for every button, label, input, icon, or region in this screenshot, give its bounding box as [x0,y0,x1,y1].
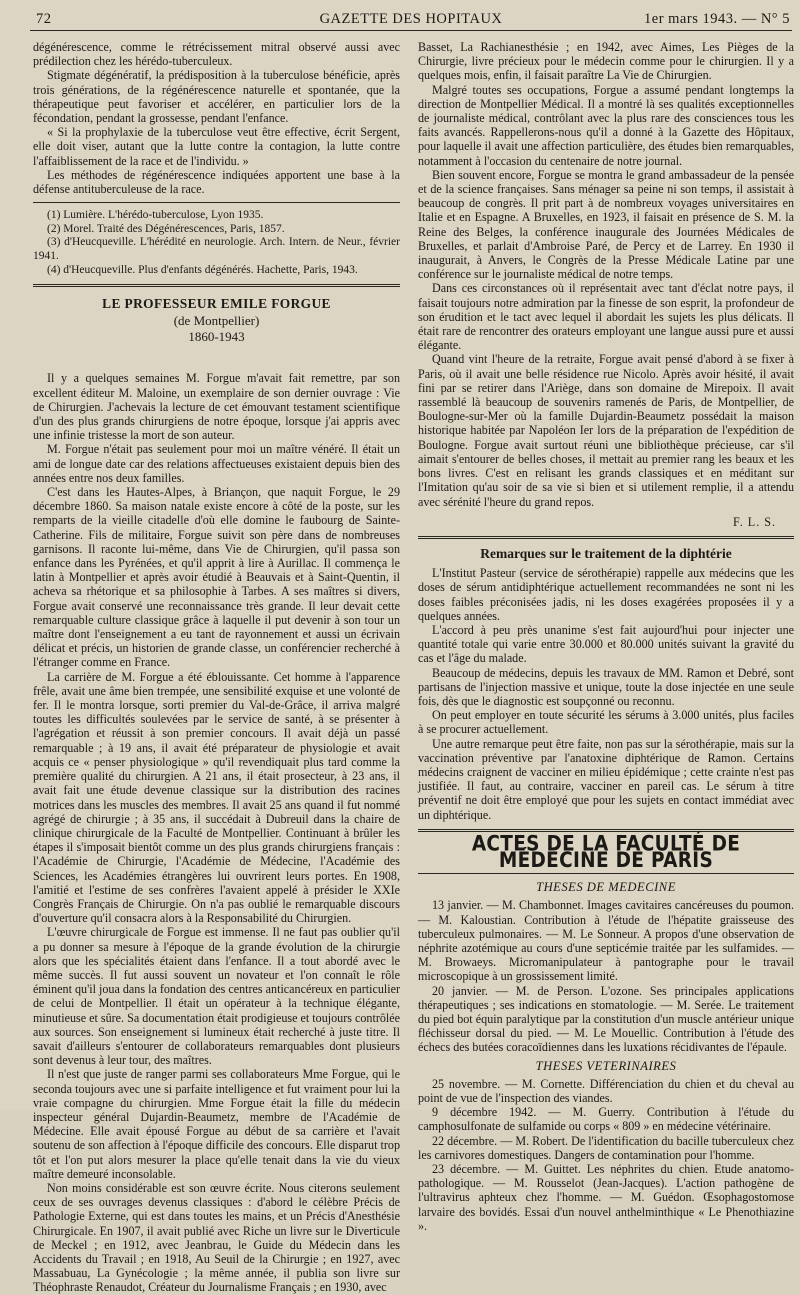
thesis-entry: 23 décembre. — M. Guittet. Les néphrites du chien. Etude anatomo-pathologique. — M. Rousselot (Jean-Jacques). L'action pathogène de l'ultravirus aphteux chez l'homme. — M. Guédon. Œsophagostomose larvaire des bovidés. Essai d'un nouvel anthelminthique « Le Phenothiazine ». [418,1162,794,1233]
paragraph: Non moins considérable est son œuvre écrite. Nous citerons seulement ceux de ses ouvrages devenus classiques : d'abord le célèbre Précis de Pathologie Externe, qui est dans toutes les mains, et un Précis d'Anesthésie Chirurgicale. En 1907, il avait publié avec Riche un livre sur le Diverticule de Meckel ; en 1912, avec Jeanbrau, le Guide du Médecin dans les Accidents du Travail ; en 1918, Au Seuil de la Chirurgie ; en 1927, avec Massabuau, La Gynécologie ; la même année, il publia son livre sur Théophraste Renaudot, Créateur du Journalisme Français ; en 1930, avec [33,1180,400,1295]
reference-item: (4) d'Heucqueville. Plus d'enfants dégénérés. Hachette, Paris, 1943. [47,263,358,276]
thesis-entry: 20 janvier. — M. de Person. L'ozone. Ses principales applications thérapeutiques ; ses indications en stomatologie. — M. Serée. Le traitement du pied bot équin paralytique par la constitution d'un muscle antérieur unique fléchisseur dorsal du pied. — M. Le Mouellic. Contribution à l'étude des échecs des butées coracoïdiennes dans les luxations récidivantes de l'épaule. [418,983,794,1055]
paragraph: Une autre remarque peut être faite, non pas sur la sérothérapie, mais sur la vaccination préventive par l'anatoxine diphtérique de Ramon. Certains médecins craignent de vacciner en milieu épidémique ; cette crainte n'est pas justifiée. Il faut, au contraire, vacciner en pareil cas. Le sérum à titre préventif ne doit être employé que pour les sujets en contact immédiat avec un diphtérique. [418,736,794,822]
thesis-entry: 9 décembre 1942. — M. Guerry. Contribution à l'étude du camphosulfonate de sulfamide ou corps « 809 » en médecine vétérinaire. [418,1105,794,1134]
paragraph: L'œuvre chirurgicale de Forgue est immense. Il ne faut pas oublier qu'il a pu donner sa mesure à l'époque de la grande évolution de la chirurgie alors que les spécialités étaient dans l'enfance. Il a tout abordé avec le même succès. Il fut aussi souvent un novateur et l'on connaît le rôle éminent qu'il joua dans la fondation des centres anticancéreux en particulier de celui de Montpellier. Il était un opérateur à la technique élégante, minutieuse et sûre. Sa documentation était prodigieuse et toujours contrôlée aux sources. Son enseignement si lumineux était recherché à juste titre. Il savait d'ailleurs s'entourer de collaborateurs remarquables dont plusieurs sont devenus à leur tour, des maîtres. [33,925,400,1068]
article-years: 1860-1943 [188,329,245,345]
paragraph: Bien souvent encore, Forgue se montra le grand ambassadeur de la pensée et de la science françaises. Sans ménager sa peine ni son temps, il assistait à beaucoup de congrès. Il prit part à de nombreux voyages universitaires en Italie et en Espagne. A Bruxelles, en 1923, il faisait en présence de S. M. la Reine des Belges, la conférence inaugurale des Journées Médicales de Bruxelles, et parlait d'Ambroise Paré, de Percy et de Larrey. En 1930 il inaugurait, à Anvers, le Congrès de la Presse Médicale Latine par une conférence sur le journaliste médical de notre temps. [418,167,794,282]
veterinary-theses-title: THESES VETERINAIRES [535,1058,677,1073]
reference-item: (3) d'Heucqueville. L'hérédité en neurologie. Arch. Intern. de Neur., février 1941. [33,236,400,263]
paragraph: C'est dans les Hautes-Alpes, à Briançon, que naquit Forgue, le 29 décembre 1860. Sa maison natale existe encore à côté de la poste, sur les remparts de la vieille citadelle d'où elle domine le faubourg de Sainte-Catherine. Fils de militaire, Forgue suivit son père dans de nombreuses garnisons. Il raconte lui-même, dans Vie de Chirurgien, qu'il passa son enfance dans les Pyrénées, et qu'il apprit à lire à Aurillac. Il commença le latin à Montpellier et après avoir étudié à Beauvais et à Saint-Quentin, il acheva sa rhétorique et sa philosophie à Tarbes. A ses maîtres si divers, Forgue avait conservé une reconnaissance très grande. Il leur devait cette remarquable culture classique grâce à laquelle il put devenir à son tour un maître dont l'enseignement a eu tant de rayonnement et aussi un écrivain délicat et précis, un historien de grande classe, un conférencier recherché à l'étranger comme en France. [33,485,400,670]
paragraph: Il n'est que juste de ranger parmi ses collaborateurs Mme Forgue, qui le seconda toujours avec une si parfaite intelligence et fut vraiment pour lui la vraie compagne du chirurgien. Mme Forgue était la fille du médecin inspecteur général Dujardin-Beaumetz, membre de l'Académie de Médecine. Elle avait épousé Forgue au début de sa carrière et l'avait soutenu de son affection à l'époque difficile des concours. Elle disparut trop tôt et l'on put alors mesurer la place qu'elle tenait dans la vie du vieux maître demeuré inconsolable. [33,1067,400,1181]
article-title: LE PROFESSEUR EMILE FORGUE [102,296,331,312]
paragraph: Dans ces circonstances où il représentait avec tant d'éclat notre pays, il faisait toujours notre admiration par la finesse de son esprit, la profondeur de son érudition et le tact avec lequel il abordait les sujets les plus délicats. Il était rare de rencontrer des orateurs employant une langue aussi pure et aussi élégante. [418,281,794,353]
thesis-entry: 13 janvier. — M. Chambonnet. Images cavitaires cancéreuses du poumon. — M. Kaloustian. Contribution à l'étude de l'hépatite graisseuse des tuberculeux pulmonaires. — M. Le Sonneur. A propos d'une observation de néphrite azotémique au cours d'une septicémie traitée par les sulfamides. — M. Browaeys. Micromanipulateur à pantographe pour le travail microscopique à un grossissement limité. [418,898,794,984]
obituary-title-block [33,297,400,345]
paragraph: Malgré toutes ses occupations, Forgue a assumé pendant longtemps la direction de Montpellier Médical. Il a montré là ses qualités exceptionnelles de journaliste médical, contrôlant avec la plus rare des consciences tous les faits avancés. Rappellerons-nous qu'il a donné à la Gazette des Hôpitaux, pour laquelle il avait une affection particulière, des études bien remarquables, notamment à l'occasion du centenaire de notre journal. [418,82,794,168]
left-column [33,40,400,1295]
right-column [418,40,794,1233]
paragraph: dégénérescence, comme le rétrécissement mitral observé aussi avec prédilection chez les hérédo-tuberculeux. [33,40,400,69]
paragraph: L'Institut Pasteur (service de sérothérapie) rappelle aux médecins que les doses de sérum antidiphtérique actuellement recommandées ne sont ni les doses faibles préconisées jadis, ni les doses exagérées proposées il y a quelques années. [418,566,794,623]
references-list [33,209,400,277]
paragraph: Quand vint l'heure de la retraite, Forgue avait pensé d'abord à se fixer à Paris, où il avait une belle résidence rue Nicolo. Après avoir hésité, il avait fini par se retirer dans l'Ariège, dans son domaine de Mirepoix. Il avait rassemblé là beaucoup de souvenirs ramenés de Paris, de Montpellier, de Boulogne-sur-Mer où la famille Dujardin-Beaumetz possédait la maison historique habitée par Napoléon Ier lors de la préparation de l'expédition de Boulogne. Forgue avait surtout réuni une bibliothèque précieuse, car s'il aimait s'entourer de belles choses, il mettait au premier rang les beaux et les bons livres. C'est en relisant les grands classiques et en méditant sur l'Imitation qu'au soir de sa vie si bien et si utilement remplie, il a attendu avec sérénité l'heure du grand repos. [418,352,794,509]
paragraph: Il y a quelques semaines M. Forgue m'avait fait remettre, par son excellent éditeur M. Maloine, un exemplaire de son dernier ouvrage : Vie de Chirurgien. J'achevais la lecture de cet émouvant testament scientifique d'un des plus grands chirurgiens de notre époque, lorsque j'ai appris avec une infinie tristesse la mort de son auteur. [33,371,400,443]
issue-date: 1er mars 1943. — N° 5 [644,11,790,27]
divider [418,873,794,874]
page-number: 72 [36,11,52,27]
thesis-entry: 25 novembre. — M. Cornette. Différenciation du chien et du cheval au point de vue de l'inspection des viandes. [418,1076,794,1106]
paragraph: Stigmate dégénératif, la prédisposition à la tuberculose bénéficie, après trois générations, de la régénérescence naturelle et spontanée, que la thérapeutique peut favoriser et accélérer, en particulier lors de la fécondation, pendant la grossesse, pendant l'enfance. [33,68,400,126]
paragraph: « Si la prophylaxie de la tuberculose veut être effective, écrit Sergent, elle doit viser, autant que la lutte contre la contagion, la lutte contre l'affaiblissement de la race et de l'individu. » [33,125,400,168]
divider [418,536,794,539]
journal-title: GAZETTE DES HOPITAUX [319,11,503,27]
page-header [30,8,792,31]
paragraph: Les méthodes de régénérescence indiquées apportent une base à la défense antituberculeuse de la race. [33,167,400,197]
paragraph: M. Forgue n'était pas seulement pour moi un maître vénéré. Il était un ami de longue date car des relations affectueuses existaient depuis bien des années entre nos deux familles. [33,442,400,485]
faculty-acts-title: ACTES DE LA FACULTÉ DE MÉDECINE DE PARIS [471,832,741,873]
paragraph: On peut employer en toute sécurité les sérums à 3.000 unités, plus faciles à se procurer actuellement. [418,708,794,737]
divider [33,284,400,287]
paragraph: Basset, La Rachianesthésie ; en 1942, avec Aimes, Les Pièges de la Chirurgie, livre précieux pour le médecin comme pour le chirurgien. Il y a quelques mois, enfin, il faisait paraître La Vie de Chirurgien. [418,40,794,83]
paragraph: Beaucoup de médecins, depuis les travaux de MM. Ramon et Debré, sont partisans de l'injection massive et unique, toute la dose injectée en une seule fois, dès que le diagnostic est soupçonné ou reconnu. [418,665,794,708]
divider [33,202,400,203]
paragraph: L'accord à peu près unanime s'est fait aujourd'hui pour injecter une quantité totale qui varie entre 30.000 et 80.000 unités suivant la gravité du cas et l'âge du malade. [418,622,794,666]
article-place: (de Montpellier) [173,313,260,329]
reference-item: (1) Lumière. L'hérédo-tuberculose, Lyon 1935. [47,209,264,222]
medical-theses-title: THESES DE MEDECINE [536,880,676,895]
signature: F. L. S. [733,514,776,529]
diphtheria-title: Remarques sur le traitement de la diphtérie [480,545,732,561]
reference-item: (2) Morel. Traité des Dégénérescences, Paris, 1857. [47,222,285,235]
paragraph: La carrière de M. Forgue a été éblouissante. Cet homme à l'apparence frêle, avait une âme bien trempée, une sensibilité exquise et une volonté de fer. Il le montra lorsque, sorti premier du Val-de-Grâce, il arriva malgré toutes les difficultés soulevées par le service de santé, à se présenter à l'agrégation et réussit à son premier concours. Il avait déjà un passé remarquable ; à 19 ans, il avait été préparateur de physiologie et avait acquis ce « penser physiologique » qu'il revendiquait plus tard comme la première qualité du chirurgien. A 21 ans, il était prosecteur, à 23 ans, il avait fait une étude devenue classique sur la distribution des racines motrices dans les muscles des membres. Il avait 25 ans quand il fut nommé agrégé de chirurgie ; à 35 ans, il succédait à Dubreuil dans la chaire de clinique chirurgicale de la Faculté de Montpellier. Continuant à brûler les étapes il s'imposait bientôt comme un des plus grands chirurgiens français : l'Académie de Chirurgie, l'Académie de Médecine, l'Académie des Sciences, les Académies étrangères lui ouvrirent leurs portes. En 1908, l'amitié et l'estime de ses confrères l'avaient appelé à présider le XXIe Congrès Français de Chirurgie. On n'a pas oublié le remarquable discours d'ouverture qu'il consacra alors à la Responsabilité du Chirurgien. [33,669,400,926]
thesis-entry: 22 décembre. — M. Robert. De l'identification du bacille tuberculeux chez les carnivores domestiques. Dangers de contamination pour l'homme. [418,1133,794,1162]
